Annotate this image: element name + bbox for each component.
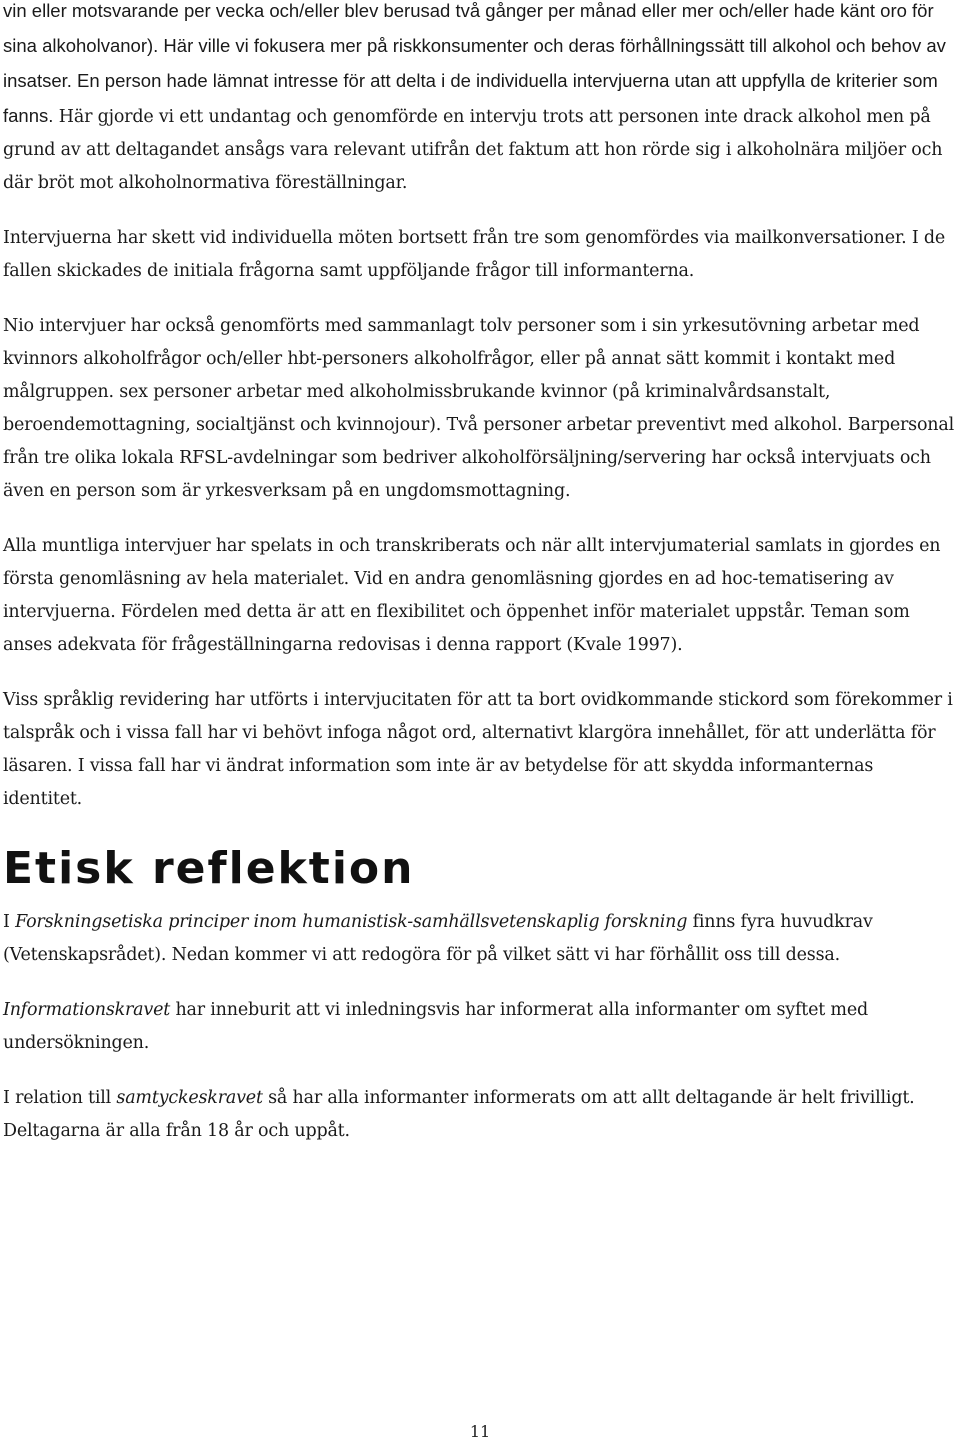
- paragraph-consent-requirement-before: I relation till: [3, 1088, 117, 1108]
- paragraph-research-principles-before: I: [3, 912, 16, 932]
- section-heading-etisk-reflektion: Etisk reflektion: [3, 843, 415, 894]
- paragraph-interview-format: Intervjuerna har skett vid individuella möten bortsett från tre som genomfördes via mailkonversationer. I de fallen skickades de initiala frågorna samt uppföljande frågor till informanterna.: [3, 228, 946, 281]
- paragraph-research-principles-title: Forskningsetiska principer inom humanistisk-samhällsvetenskaplig forskning: [15, 912, 688, 932]
- paragraph-consent-requirement-after: så har alla informanter informerats om att allt deltagande är helt frivilligt. Deltagarna är alla från 18 år och uppåt.: [3, 1088, 915, 1141]
- paragraph-language-revision: Viss språklig revidering har utförts i intervjucitaten för att ta bort ovidkommande stickord som förekommer i talspråk och i vissa fall har vi behövt infoga något ord, alternativt klargöra innehållet, för att underlätta för läsaren. I vissa fall har vi ändrat information som inte är av betydelse för att skydda informanternas identitet.: [3, 690, 953, 809]
- paragraph-professional-interviews: Nio intervjuer har också genomförts med sammanlagt tolv personer som i sin yrkesutövning arbetar med kvinnors alkoholfrågor och/eller hbt-personers alkoholfrågor, eller på annat sätt kommit i kontakt med målgruppen. sex personer arbetar med alkoholmissbrukande kvinnor (på kriminalvårdsanstalt, beroendemottagning, socialtjänst och kvinnojour). Två personer arbetar preventivt med alkohol. Barpersonal från tre olika lokala RFSL-avdelningar som bedriver alkoholförsäljning/servering har också intervjuats och även en person som är yrkesverksam på en ungdomsmottagning.: [3, 316, 954, 501]
- paragraph-research-principles: [3, 906, 957, 972]
- paragraph-information-requirement-term: Informationskravet: [3, 1000, 171, 1020]
- page-number: 11: [469, 1422, 491, 1441]
- paragraph-consent-requirement: [3, 1082, 957, 1148]
- paragraph-information-requirement: [3, 994, 957, 1060]
- paragraph-risk-consumers: [3, 0, 957, 200]
- paragraph-risk-consumers-part-b: Här gjorde vi ett undantag och genomförde en intervju trots att personen inte drack alkohol men på grund av att deltagandet ansågs vara relevant utifrån det faktum att hon rörde sig i alkoholnära miljöer och där bröt mot alkoholnormativa föreställningar.: [3, 107, 943, 193]
- paragraph-consent-requirement-term: samtyckeskravet: [116, 1088, 263, 1108]
- document-page: [3, 0, 957, 1148]
- paragraph-risk-consumers-part-a: vin eller motsvarande per vecka och/eller blev berusad två gånger per månad eller mer och/eller hade känt oro för sina alkoholvanor). Här ville vi fokusera mer på riskkonsumenter och deras förhållningssätt till alkohol och behov av insatser. En person hade lämnat intresse för att delta i de individuella intervjuerna utan att uppfylla de kriterier som fanns.: [3, 0, 946, 126]
- paragraph-research-principles-after: finns fyra huvudkrav (Vetenskapsrådet). Nedan kommer vi att redogöra för på vilket sätt vi har förhållit oss till dessa.: [3, 912, 873, 965]
- paragraph-information-requirement-text: har inneburit att vi inledningsvis har informerat alla informanter om syftet med undersökningen.: [3, 1000, 868, 1053]
- paragraph-transcription: Alla muntliga intervjuer har spelats in och transkriberats och när allt intervjumaterial samlats in gjordes en första genomläsning av hela materialet. Vid en andra genomläsning gjordes en ad hoc-tematisering av intervjuerna. Fördelen med detta är att en flexibilitet och öppenhet inför materialet uppstår. Teman som anses adekvata för frågeställningarna redovisas i denna rapport (Kvale 1997).: [3, 536, 941, 655]
